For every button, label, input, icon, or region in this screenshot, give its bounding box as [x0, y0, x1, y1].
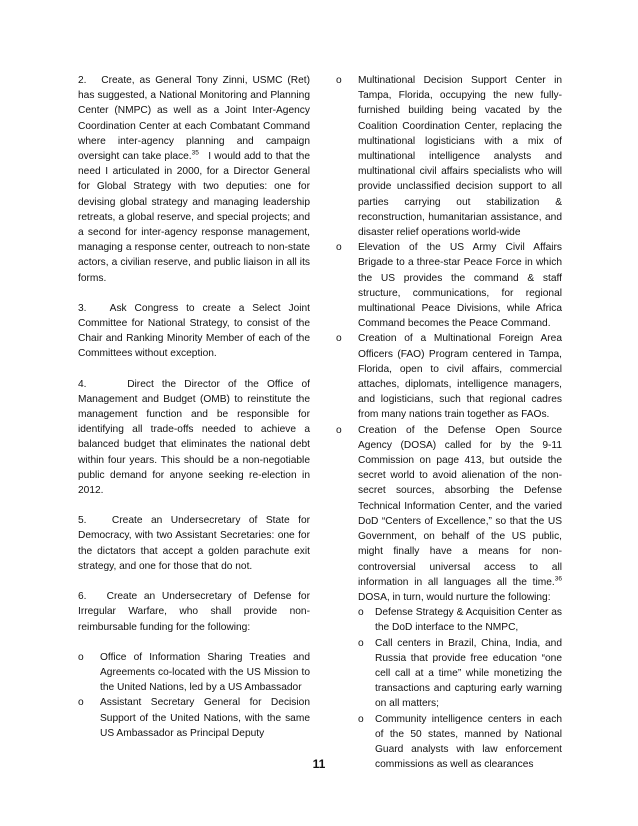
list-item-text: Office of Information Sharing Treaties and Agreements co-located with the US Mission to the United Nations, led by a US Ambassador	[100, 651, 310, 694]
list-item	[336, 73, 562, 240]
bullet-icon: o	[78, 651, 84, 663]
numbered-item-6	[78, 589, 310, 635]
item-text-continued: I would add to that the need I articulated in 2000, for a Director General for Global Strategy with two deputies: one for devising global strategy and managing leadership retreats, a global reserve, and special projects; and a second for inter-agency response management, managing a response center, outreach to non-state actors, a civilian reserve, and public liaison in all its forms.	[78, 151, 311, 284]
bullet-icon: o	[358, 607, 364, 619]
page-number: 11	[312, 757, 326, 771]
list-item	[78, 650, 310, 696]
footnote-ref-36: 36	[554, 575, 562, 583]
list-item-text	[358, 423, 562, 605]
bullet-icon: o	[336, 333, 342, 345]
list-item	[78, 695, 310, 741]
numbered-item-3	[78, 301, 310, 362]
numbered-item-4	[78, 377, 310, 499]
list-item-text-main: Creation of the Defense Open Source Agency (DOSA) called for by the 9-11 Commission on page 413, but outside the secret world to avoid alienation of the non-secret sources, absorbing the Defense Technical Information Center, and the varied DoD “Centers of Excellence,” so that the US Government, on behalf of the US public, might finally have a means for non-controversial universal access to all information in all languages all the time.	[358, 424, 562, 588]
list-item-text: Creation of a Multinational Foreign Area Officers (FAO) Program centered in Tampa, Florida, open to civil affairs, commercial attaches, diplomats, intelligence managers, and logisticians, such that regional cadres from many nations train together as FAOs.	[358, 333, 562, 421]
footnote-ref-35: 35	[191, 149, 199, 157]
list-item	[336, 240, 562, 331]
bullet-icon: o	[78, 697, 84, 709]
list-item-text: Elevation of the US Army Civil Affairs Brigade to a three-star Peace Force in which the US provides the command & staff structure, communications, for regional multinational Peace Divisions, while Africa Command becomes the Peace Command.	[358, 242, 562, 330]
item-text: Create, as General Tony Zinni, USMC (Ret) has suggested, a National Monitoring and Planning Center (NMPC) as well as a Joint Inter-Agency Coordination Center at each Combatant Command where inter-agency planning and campaign oversight can take place.	[78, 75, 310, 163]
list-item-text-continued: DOSA, in turn, would nurture the following:	[358, 591, 551, 603]
sub-list-item	[358, 605, 562, 635]
item-text: Direct the Director of the Office of Management and Budget (OMB) to reinstitute the management function and be responsible for identifying all trade-offs needed to achieve a balanced budget that eliminates the national debt within four years. This should be a non-negotiable public demand for anyone seeking re-election in 2012.	[78, 378, 310, 497]
bullet-list	[78, 650, 310, 741]
item-number: 5.	[78, 515, 87, 527]
sub-list-item-text: Community intelligence centers in each of the 50 states, manned by National Guard analysts with law enforcement commissions as well as clearances	[375, 713, 562, 771]
item-text: Create an Undersecretary of Defense for Irregular Warfare, who shall provide non-reimbursable funding for the following:	[78, 591, 310, 633]
bullet-list	[336, 73, 562, 772]
item-text: Create an Undersecretary of State for Democracy, with two Assistant Secretaries: one for the dictators that accept a golden parachute exit strategy, and one for those that do not.	[78, 515, 310, 572]
right-column	[336, 73, 562, 772]
sub-list-item-text: Defense Strategy & Acquisition Center as the DoD interface to the NMPC,	[375, 607, 562, 634]
item-number: 3.	[78, 302, 87, 314]
list-item-text: Assistant Secretary General for Decision Support of the United Nations, with the same US Ambassador as Principal Deputy	[100, 697, 310, 739]
bullet-icon: o	[358, 713, 364, 725]
item-text: Ask Congress to create a Select Joint Committee for National Strategy, to consist of the Chair and Ranking Minority Member of each of the Committees without exception.	[78, 302, 311, 360]
sub-bullet-list	[358, 605, 562, 772]
item-number: 4.	[78, 378, 87, 390]
list-item-text: Multinational Decision Support Center in Tampa, Florida, occupying the new fully-furnished building being vacated by the Coalition Coordination Center, replacing the multinational logisticians with a mix of multinational intelligence analysts and multinational civil affairs specialists who will provide unclassified decision support to all parties carrying out stabilization & reconstruction, humanitarian assistance, and disaster relief operations world-wide	[358, 75, 562, 239]
sub-list-item	[358, 636, 562, 712]
bullet-icon: o	[358, 637, 364, 649]
item-number: 2.	[78, 75, 87, 86]
bullet-icon: o	[336, 242, 342, 254]
item-number: 6.	[78, 591, 87, 603]
left-column	[78, 73, 310, 741]
list-item	[336, 423, 562, 773]
sub-list-item-text: Call centers in Brazil, China, India, and Russia that provide free education “one cell call at a time” while monetizing the transactions and capturing early warning on all matters;	[375, 637, 562, 710]
bullet-icon: o	[336, 424, 342, 436]
list-item	[336, 331, 562, 422]
numbered-item-2	[78, 73, 310, 286]
numbered-item-5	[78, 513, 310, 574]
bullet-icon: o	[336, 75, 342, 86]
